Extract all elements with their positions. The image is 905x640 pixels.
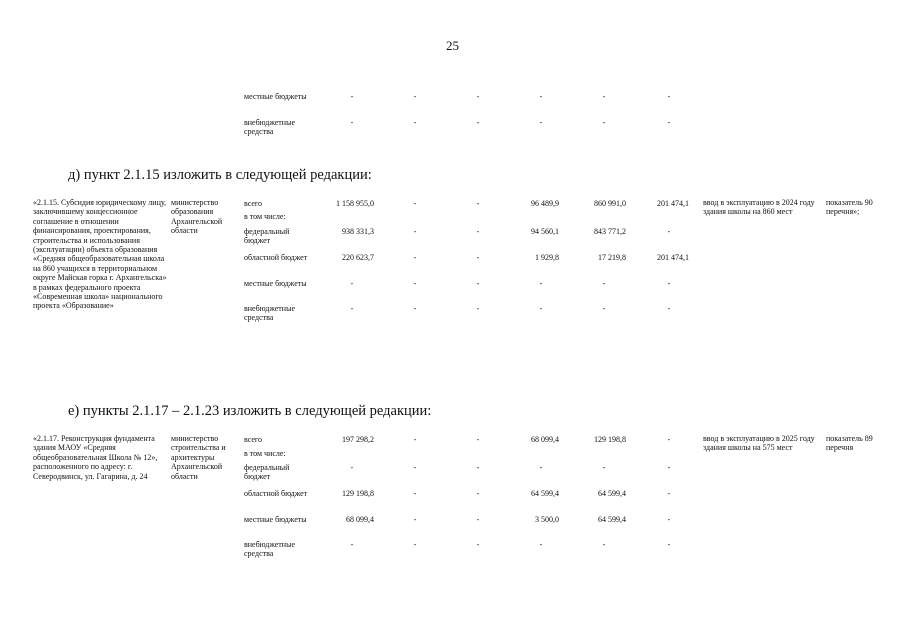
block2-row-y2: - [476,435,480,444]
block2-row-y3: 68 099,4 [531,435,559,444]
block2-responsible: министерство строительства и архитектуры Архангельской области [171,434,226,481]
block1-row-y3: 96 489,9 [531,199,559,208]
block2-row-total: - [350,540,354,549]
heading-d: д) пункт 2.1.15 изложить в следующей редакции: [68,167,372,183]
block1-result: ввод в эксплуатацию в 2024 году здания школы на 860 мест [703,198,815,217]
block1-row-y5: - [667,279,671,288]
block2-row-y2: - [476,540,480,549]
top-cell: - [476,92,480,101]
block1-row-y4: 843 771,2 [594,227,626,236]
block2-row-y2: - [476,489,480,498]
top-cell: - [413,92,417,101]
block1-row-total: 1 158 955,0 [336,199,374,208]
block1-row-y4: - [602,279,606,288]
block1-row-total: - [350,279,354,288]
block1-row-y4: - [602,304,606,313]
block1-row-y3: - [539,304,543,313]
block1-row-label: внебюджетные средства [244,304,295,323]
block2-row-y4: - [602,540,606,549]
block1-row-label: федеральный бюджет [244,227,290,246]
block2-row-y1: - [413,515,417,524]
block1-row-y5: 201 474,1 [657,199,689,208]
block2-row-label: федеральный бюджет [244,463,290,482]
block1-row-y1: - [413,253,417,262]
block1-indicator: показатель 90 перечня»; [826,198,873,217]
block2-row-label: в том числе: [244,449,286,458]
block1-row-y3: - [539,279,543,288]
block2-row-y4: 129 198,8 [594,435,626,444]
block1-row-y2: - [476,304,480,313]
block1-row-y1: - [413,279,417,288]
block2-row-y5: - [667,540,671,549]
top-cell: - [667,92,671,101]
top-cell: - [667,118,671,127]
top-cell: - [350,118,354,127]
block1-row-y1: - [413,304,417,313]
block2-description: «2.1.17. Реконструкция фундамента здания МАОУ «Средняя общеобразовательная Школа № 12», расположенного по адресу: г. Северодвинск, ул. Гагарина, д. 24 [33,434,158,481]
top-cell: - [539,92,543,101]
block2-row-y1: - [413,489,417,498]
block2-row-total: 197 298,2 [342,435,374,444]
block2-row-total: - [350,463,354,472]
top-cell: - [413,118,417,127]
top-row-label-extra: внебюджетные средства [244,118,295,137]
block2-result: ввод в эксплуатацию в 2025 году здания школы на 575 мест [703,434,815,453]
block1-row-y5: 201 474,1 [657,253,689,262]
top-cell: - [602,92,606,101]
top-cell: - [476,118,480,127]
block1-row-y5: - [667,227,671,236]
block1-description: «2.1.15. Субсидия юридическому лицу, заключившему концессионное соглашение в отношении финансирования, проектирования, строительства и использования (эксплуатации) объекта образования «Средняя общеобразовательная школа на 860 учащихся в территориальном округе Майская горка г. Архангельска» в рамках федерального проекта «Современная школа» национального проекта «Образование» [33,198,167,311]
block2-row-y1: - [413,435,417,444]
block1-row-y2: - [476,253,480,262]
block2-row-y5: - [667,515,671,524]
block2-row-y5: - [667,463,671,472]
block1-row-y4: 860 991,0 [594,199,626,208]
block1-row-y2: - [476,227,480,236]
block2-row-total: 129 198,8 [342,489,374,498]
block2-row-label: областной бюджет [244,489,308,498]
block2-row-y4: 64 599,4 [598,515,626,524]
block2-row-y4: - [602,463,606,472]
block2-indicator: показатель 89 перечня [826,434,873,453]
top-cell: - [602,118,606,127]
block1-row-label: всего [244,199,263,208]
page-number: 25 [446,38,459,53]
block1-row-total: - [350,304,354,313]
block1-row-y5: - [667,304,671,313]
block1-row-label: областной бюджет [244,253,308,262]
block1-row-y3: 94 560,1 [531,227,559,236]
block2-row-y5: - [667,435,671,444]
block1-row-y3: 1 929,8 [535,253,559,262]
block1-row-y2: - [476,279,480,288]
block2-row-y2: - [476,463,480,472]
top-cell: - [350,92,354,101]
block2-row-y3: 64 599,4 [531,489,559,498]
block2-row-y1: - [413,463,417,472]
block2-row-y3: - [539,540,543,549]
block1-row-label: местные бюджеты [244,279,307,288]
block2-row-y1: - [413,540,417,549]
block2-row-y4: 64 599,4 [598,489,626,498]
block2-row-label: внебюджетные средства [244,540,295,559]
block2-row-y5: - [667,489,671,498]
block2-row-y3: - [539,463,543,472]
block1-row-total: 938 331,3 [342,227,374,236]
block2-row-label: всего [244,435,263,444]
block1-row-total: 220 623,7 [342,253,374,262]
block2-row-label: местные бюджеты [244,515,307,524]
block2-row-total: 68 099,4 [346,515,374,524]
block2-row-y2: - [476,515,480,524]
block1-row-y1: - [413,199,417,208]
block1-row-y1: - [413,227,417,236]
top-cell: - [539,118,543,127]
block2-row-y3: 3 500,0 [535,515,559,524]
block1-row-label: в том числе: [244,212,286,221]
block1-row-y2: - [476,199,480,208]
block1-row-y4: 17 219,8 [598,253,626,262]
top-row-label-local: местные бюджеты [244,92,307,101]
heading-e: е) пункты 2.1.17 – 2.1.23 изложить в следующей редакции: [68,403,432,419]
block1-responsible: министерство образования Архангельской области [171,198,223,236]
